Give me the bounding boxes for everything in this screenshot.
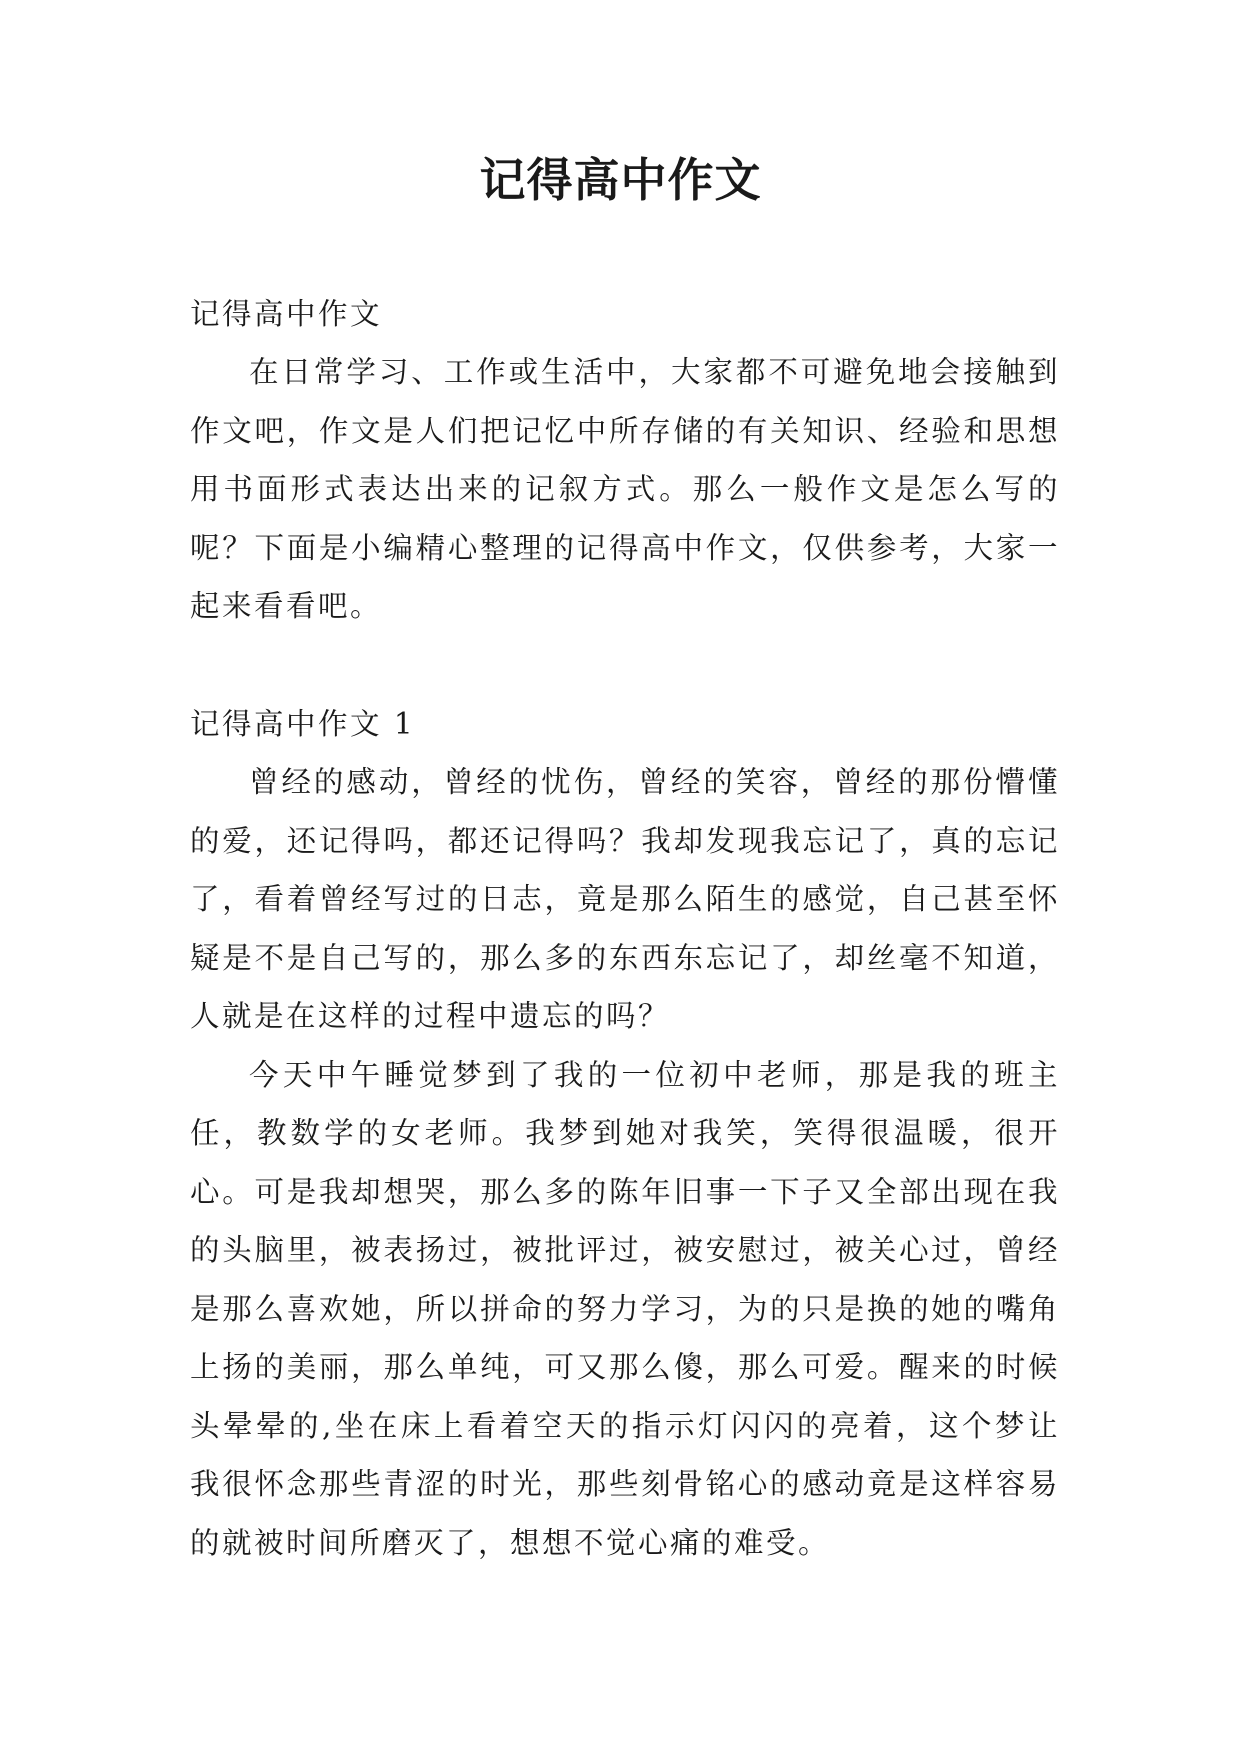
intro-heading-block — [190, 285, 1060, 344]
section-1-paragraph-1: 曾经的感动，曾经的忧伤，曾经的笑容，曾经的那份懵懂的爱，还记得吗，都还记得吗？我却发现我忘记了，真的忘记了，看着曾经写过的日志，竟是那么陌生的感觉，自己甚至怀疑是不是自己写的，那么多的东西东忘记了，却丝毫不知道，人就是在这样的过程中遗忘的吗？ — [190, 765, 1060, 1033]
intro-paragraph-block — [190, 343, 1060, 636]
section-1-heading-block — [190, 695, 1060, 754]
section-1-body — [190, 753, 1060, 1572]
section-1-heading: 记得高中作文 1 — [190, 707, 416, 741]
intro-paragraph: 在日常学习、工作或生活中，大家都不可避免地会接触到作文吧，作文是人们把记忆中所存储的有关知识、经验和思想用书面形式表达出来的记叙方式。那么一般作文是怎么写的呢？下面是小编精心整理的记得高中作文，仅供参考，大家一起来看看吧。 — [190, 355, 1060, 623]
document-title: 记得高中作文 — [479, 153, 762, 207]
intro-heading: 记得高中作文 — [190, 297, 383, 331]
section-1-paragraph-2: 今天中午睡觉梦到了我的一位初中老师，那是我的班主任，教数学的女老师。我梦到她对我笑，笑得很温暖，很开心。可是我却想哭，那么多的陈年旧事一下子又全部出现在我的头脑里，被表扬过，被批评过，被安慰过，被关心过，曾经是那么喜欢她，所以拼命的努力学习，为的只是换的她的嘴角上扬的美丽，那么单纯，可又那么傻，那么可爱。醒来的时候头晕晕的,坐在床上看着空天的指示灯闪闪的亮着，这个梦让我很怀念那些青涩的时光，那些刻骨铭心的感动竟是这样容易的就被时间所磨灭了，想想不觉心痛的难受。 — [190, 1057, 1060, 1560]
